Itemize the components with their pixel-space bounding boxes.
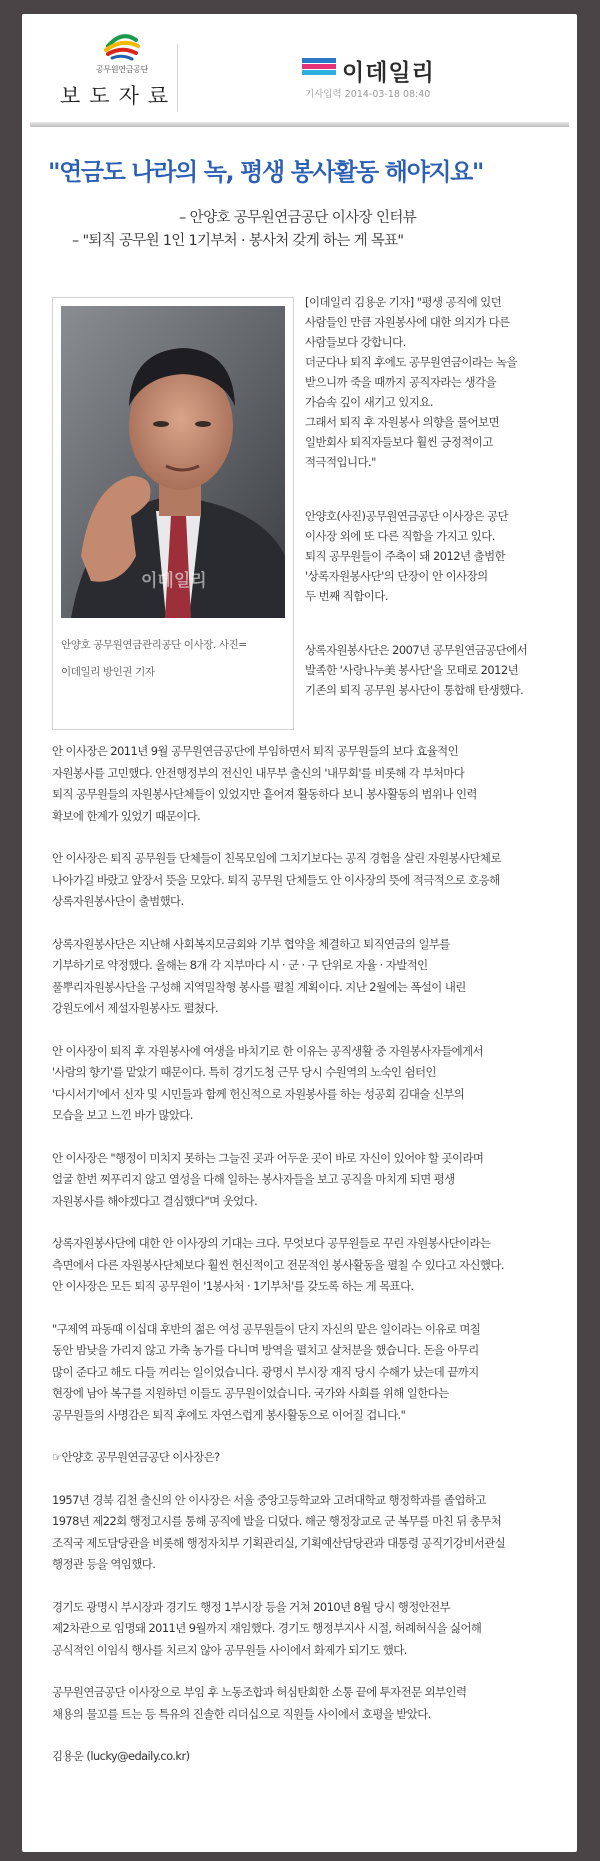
article-line: 조직국 제도담당관을 비롯해 행정자치부 기획관리실, 기획예산담당관과 대통령 공직기강비서관실 [52, 1535, 506, 1550]
press-release-page [22, 14, 577, 1852]
article-line: 상록자원봉사단에 대한 안 이사장의 기대는 크다. 무엇보다 공무원들로 꾸린 자원봉사단이라는 [52, 1236, 491, 1250]
article-line: 안 이사장이 퇴직 후 자원봉사에 여생을 바치기로 한 이유는 공직생활 중 자원봉사자들에게서 [52, 1043, 484, 1058]
article-line: 안 이사장은 "행정이 미치지 못하는 그늘진 곳과 어두운 곳이 바로 자신이 있어야 할 곳이라며 [52, 1150, 484, 1165]
article-line: 안 이사장은 퇴직 공무원들 단체들이 친목모임에 그치기보다는 공직 경험을 살린 자원봉사단체로 [52, 851, 501, 865]
article-headline: "연금도 나라의 녹, 평생 봉사활동 해야지요" [48, 158, 484, 186]
article-line: 이사장 외에 또 다른 직함을 가지고 있다. [305, 529, 495, 543]
article-line: 나아가길 바랐고 앞장서 뜻을 모았다. 퇴직 공무원 단체들도 안 이사장의 뜻에 적극적으로 호응해 [52, 872, 500, 887]
article-line: 안양호(사진)공무원연금공단 이사장은 공단 [305, 509, 509, 523]
media-logo-mark-icon [302, 58, 336, 76]
article-line: 일반회사 퇴직자들보다 훨씬 긍정적이고 [305, 435, 493, 449]
article-body [52, 741, 567, 1768]
article-line: 동안 밤낮을 가리지 않고 가축 농가를 다니며 방역을 펼치고 살처분을 했습니다. 돈을 아무리 [52, 1343, 479, 1357]
article-line: '사람의 향기'를 맡았기 때문이다. 특히 경기도청 근무 당시 수원역의 노숙인 쉼터인 [52, 1065, 436, 1079]
article-line: '다시서기'에서 신자 및 시민들과 함께 헌신적으로 자원봉사를 하는 성공회 김대술 신부의 [52, 1086, 465, 1101]
article-line: 공무원연금공단 이사장으로 부임 후 노동조합과 허심탄회한 소통 끝에 투자전문 외부인력 [52, 1685, 467, 1699]
article-line: [이데일리 김용운 기자] "평생 공직에 있던 [305, 295, 502, 309]
article-line: 모습을 보고 느낀 바가 많았다. [52, 1108, 193, 1122]
article-line: 자원봉사를 해야겠다고 결심했다"며 웃었다. [52, 1193, 258, 1208]
article-line: '상록자원봉사단'의 단장이 안 이사장의 [305, 569, 488, 583]
article-line: 상록자원봉사단은 2007년 공무원연금공단에서 [305, 643, 528, 657]
article-intro-column [305, 292, 565, 700]
article-line: 행정관 등을 역임했다. [52, 1557, 156, 1571]
article-line: 1978년 제22회 행정고시를 통해 공직에 발을 디뎠다. 해군 행정장교로 군 복무를 마친 뒤 총무처 [52, 1514, 502, 1528]
article-line: "구제역 파동때 이십대 후반의 젊은 여성 공무원들이 단지 자신의 맡은 일이라는 이유로 며칠 [52, 1321, 481, 1336]
article-subtitle: – 안양호 공무원연금공단 이사장 인터뷰 [179, 210, 417, 226]
org-logo-mark-icon [102, 32, 142, 62]
article-line: 측면에서 다른 자원봉사단체보다 훨씬 헌신적이고 전문적인 봉사활동을 펼칠 수 있다고 자신했다. [52, 1257, 504, 1272]
header [22, 14, 577, 134]
org-logo [77, 32, 167, 75]
article-line: 얼굴 한번 찌푸리지 않고 열성을 다해 일하는 봉사자들을 보고 공직을 마치게 되면 평생 [52, 1172, 455, 1186]
article-line: 더군다나 퇴직 후에도 공무원연금이라는 녹을 [305, 355, 518, 369]
article-line: 확보에 한계가 있었기 때문이다. [52, 808, 201, 823]
caption-line: 이데일리 방인권 기자 [61, 666, 155, 678]
photo-frame [52, 297, 294, 730]
article-line: 공식적인 이임식 행사를 치르지 않아 공무원들 사이에서 화제가 되기도 했다. [52, 1642, 407, 1657]
article-line: 1957년 경북 김천 출신의 안 이사장은 서울 중앙고등학교와 고려대학교 행정학과를 졸업하고 [52, 1492, 486, 1507]
profile-heading: ☞안양호 공무원연금공단 이사장은? [52, 1450, 220, 1464]
org-name: 공무원연금공단 [96, 65, 148, 74]
interview-photo [61, 306, 285, 618]
photo-caption [61, 632, 287, 686]
header-divider [177, 44, 178, 112]
article-line: 기존의 퇴직 공무원 봉사단이 통합해 탄생했다. [305, 683, 524, 697]
article-line: 적극적입니다." [305, 455, 376, 469]
article-line: 공무원들의 사명감은 퇴직 후에도 자연스럽게 봉사활동으로 이어질 겁니다." [52, 1407, 406, 1422]
article-line: 그래서 퇴직 후 자원봉사 의향을 물어보면 [305, 415, 500, 429]
article-line: 받으니까 죽을 때까지 공직자라는 생각을 [305, 375, 497, 389]
article-line: 사람들인 만큼 자원봉사에 대한 의지가 다른 [305, 315, 510, 329]
article-line: 퇴직 공무원들의 자원봉사단체들이 있었지만 흩어져 활동하다 보니 봉사활동의 범위나 인력 [52, 787, 477, 801]
media-name: 이데일리 [342, 60, 435, 86]
article-line: 상록자원봉사단은 지난해 사회복지모금회와 기부 협약을 체결하고 퇴직연금의 일부를 [52, 936, 450, 951]
caption-line: 안양호 공무원연금관리공단 이사장. 사진= [61, 639, 247, 651]
article-line: 경기도 광명시 부시장과 경기도 행정 1부시장 등을 거쳐 2010년 8월 당시 행정안전부 [52, 1599, 451, 1614]
article-line: 현장에 남아 복구를 지원하던 이들도 공무원이었습니다. 국가와 사회를 위해 일한다는 [52, 1386, 449, 1400]
article-line: 제2차관으로 임명돼 2011년 9월까지 재임했다. 경기도 행정부지사 시절, 허례허식을 싫어해 [52, 1621, 482, 1635]
article-line: 자원봉사를 고민했다. 안전행정부의 전신인 내무부 출신의 '내무회'를 비롯해 각 부처마다 [52, 765, 465, 780]
article-line: 강원도에서 제설자원봉사도 펼쳤다. [52, 1001, 219, 1015]
article-line: 상록자원봉사단이 출범했다. [52, 894, 184, 908]
article-date: 기사입력 2014-03-18 08:40 [305, 89, 431, 100]
header-rule [30, 122, 569, 127]
article-line: 사람들보다 강합니다. [305, 335, 406, 349]
article-line: 안 이사장은 2011년 9월 공무원연금공단에 부임하면서 퇴직 공무원들의 보다 효율적인 [52, 744, 459, 758]
article-line: 안 이사장은 모든 퇴직 공무원이 '1봉사처 · 1기부처'를 갖도록 하는 게 목표다. [52, 1279, 414, 1293]
article-line: 퇴직 공무원들이 주축이 돼 2012년 출범한 [305, 549, 506, 563]
article-line: 풀뿌리자원봉사단을 구성해 지역밀착형 봉사를 펼칠 계획이다. 지난 2월에는 폭설이 내린 [52, 979, 466, 994]
press-release-title: 보도자료 [60, 84, 178, 108]
article-line: 두 번째 직함이다. [305, 589, 388, 603]
article-line: 가슴속 깊이 새기고 있지요. [305, 395, 434, 409]
photo-watermark: 이데일리 [141, 571, 207, 591]
article-line: 채용의 물꼬를 트는 등 특유의 진솔한 리더십으로 직원들 사이에서 호평을 받았다. [52, 1706, 431, 1721]
article-line: 발족한 '사랑나누美 봉사단'을 모태로 2012년 [305, 663, 519, 677]
author-byline: 김용운 (lucky@edaily.co.kr) [52, 1749, 190, 1763]
article-line: 기부하기로 약정했다. 올해는 8개 각 지부마다 시 · 군 · 구 단위로 자율 · 자발적인 [52, 958, 428, 972]
article-subtitle: – "퇴직 공무원 1인 1기부처 · 봉사처 갖게 하는 게 목표" [72, 233, 404, 249]
article-line: 많이 준다고 해도 다들 꺼리는 일이었습니다. 광명시 부시장 재직 당시 수해가 났는데 끝까지 [52, 1364, 479, 1379]
